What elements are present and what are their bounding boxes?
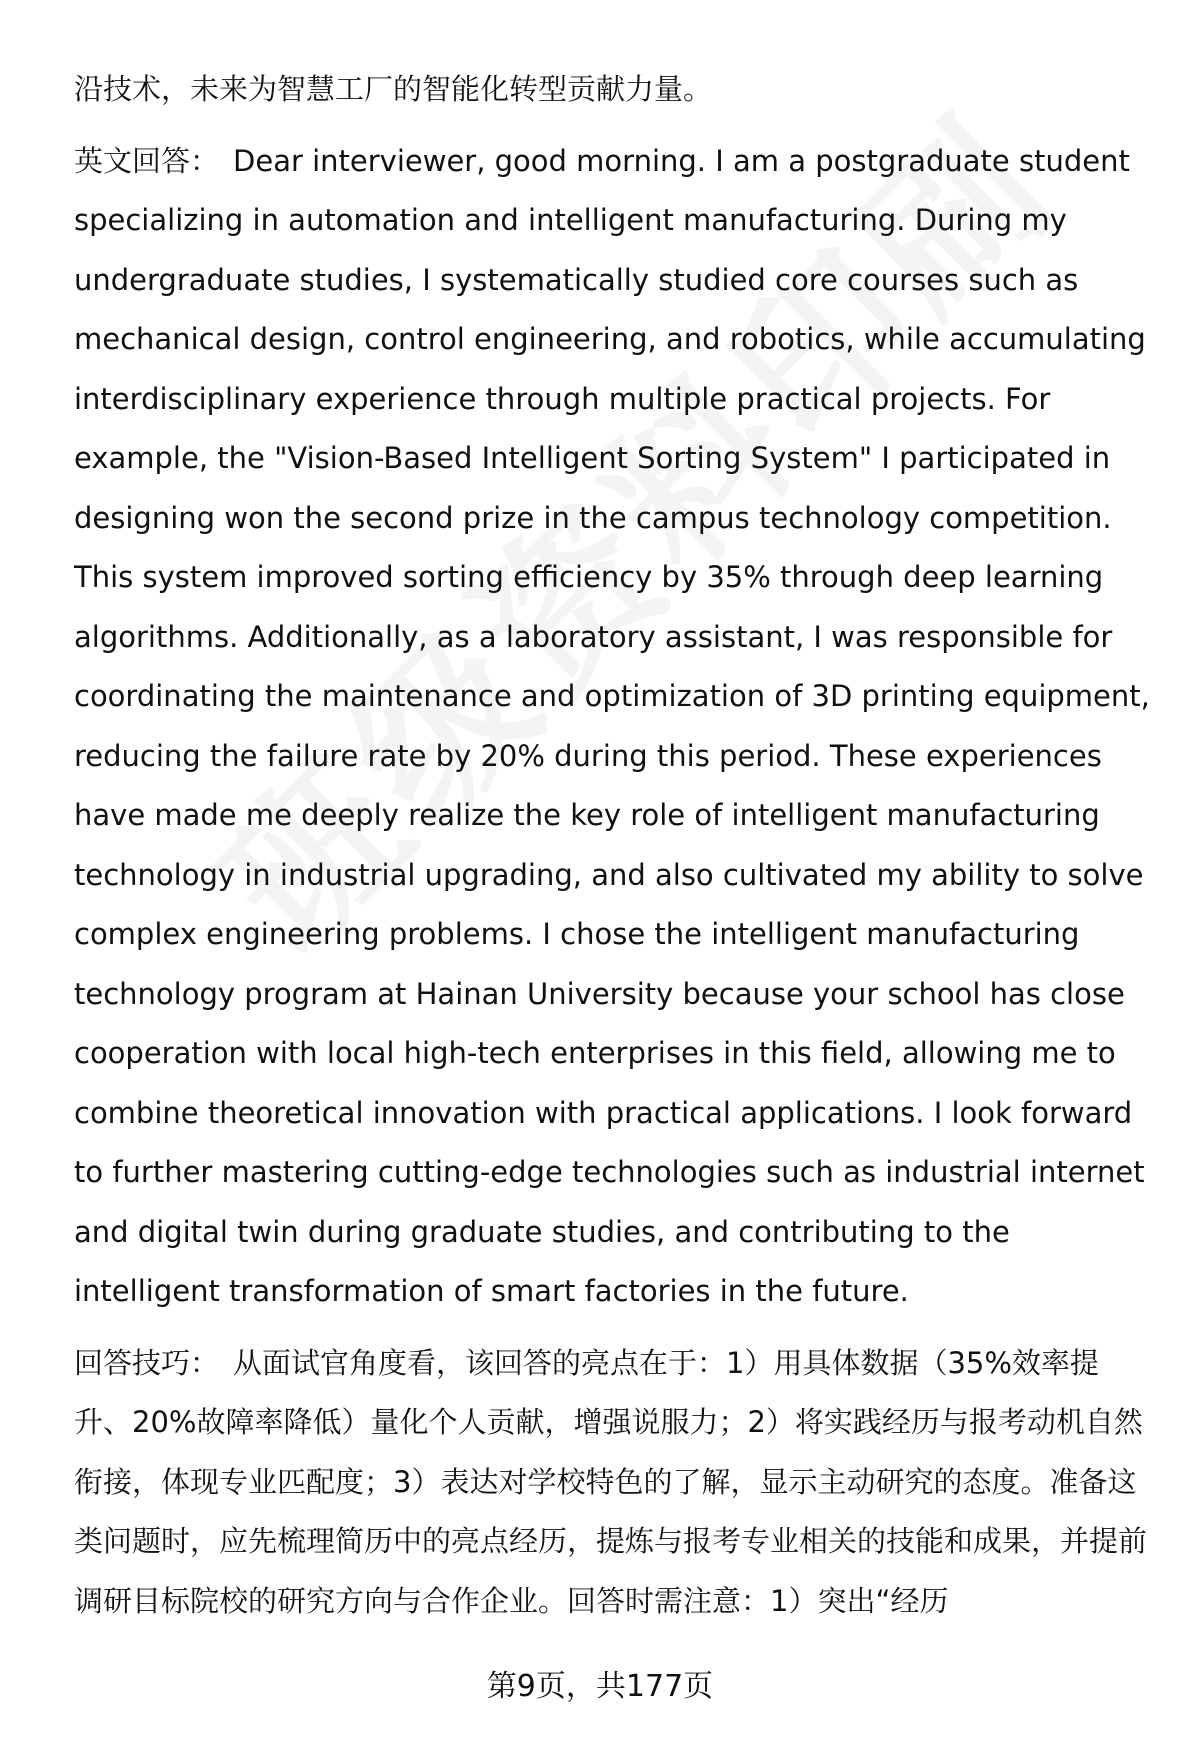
english-answer-text: Dear interviewer, good morning. I am a postgraduate student specializing in automation and intelligent manufacturing. During my undergraduate studies, I systematically studied core courses such as mechanical design, control engineering, and robotics, while accumulating interdisciplinary experience through multiple practical projects. For example, the "Vision-Based Intelligent Sorting System" I participated in designing won the second prize in the campus technology competition. This system improved sorting efficiency by 35% through deep learning algorithms. Additionally, as a laboratory assistant, I was responsible for coordinating the maintenance and optimization of 3D printing equipment, reducing the failure rate by 20% during this period. These experiences have made me deeply realize the key role of intelligent manufacturing technology in industrial upgrading, and also cultivated my ability to solve complex engineering problems. I chose the intelligent manufacturing technology program at Hainan University because your school has close cooperation with local high-tech enterprises in this field, allowing me to combine theoretical innovation with practical applications. I look forward to further mastering cutting-edge technologies such as industrial internet and digital twin during graduate studies, and contributing to the intelligent transformation of smart factories in the future. — [74, 143, 1150, 1308]
continuation-text: 沿技术，未来为智慧工厂的智能化转型贡献力量。 — [74, 72, 713, 106]
page-number-footer: 第9页，共177页 — [486, 1669, 714, 1704]
document-page — [74, 60, 1154, 1631]
answer-tips-paragraph — [74, 1334, 1154, 1632]
continuation-paragraph — [74, 60, 1154, 120]
answer-tips-label: 回答技巧： — [74, 1345, 220, 1380]
english-answer-label: 英文回答： — [74, 143, 220, 178]
english-answer-paragraph — [74, 132, 1154, 1322]
answer-tips-text: 从面试官角度看，该回答的亮点在于：1）用具体数据（35%效率提升、20%故障率降低）量化个人贡献，增强说服力；2）将实践经历与报考动机自然衔接，体现专业匹配度；3）表达对学校特色的了解，显示主动研究的态度。准备这类问题时，应先梳理简历中的亮点经历，提炼与报考专业相关的技能和成果，并提前调研目标院校的研究方向与合作企业。回答时需注意：1）突出“经历 — [74, 1345, 1148, 1618]
